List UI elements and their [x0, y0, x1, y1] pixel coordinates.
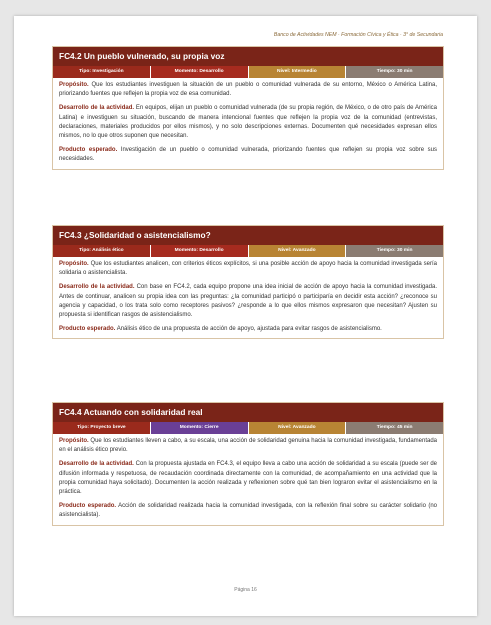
development-paragraph	[59, 460, 437, 497]
development-label: Desarrollo de la actividad.	[59, 284, 135, 291]
card-meta-bar	[53, 66, 443, 78]
product-paragraph	[59, 146, 437, 164]
development-text: En equipos, elijan un pueblo o comunidad vulnerada (de su propia región, de México, o de otro país de América Latina) e investiguen su situación, buscando de manera intencional fuentes que reflejen la propia voz de la comunidad (entrevistas, declaraciones, materiales producidos por ellos mismos), y no solo descripciones externas. Documenten qué necesidades expresan ellos mismos, no lo que otros suponen que necesitan.	[59, 105, 437, 140]
meta-tiempo: Tiempo: 45 min	[346, 422, 443, 434]
card-title: FC4.2 Un pueblo vulnerado, su propia voz	[53, 47, 443, 66]
purpose-paragraph	[59, 437, 437, 455]
product-text: Análisis ético de una propuesta de acción de apoyo, ajustada para evitar rasgos de asistencialismo.	[116, 326, 382, 333]
activity-card-fc4-4	[52, 402, 444, 526]
development-text: Con la propuesta ajustada en FC4.3, el equipo lleva a cabo una acción de solidaridad a su escala (puede ser de difusión informada y respetuosa, de recaudación coordinada directamente con la comunidad, de acompañamiento en una actividad que la propia comunidad haya solicitado). Documenten la acción realizada y reflexionen sobre qué tan bien lograron evitar el asistencialismo en la práctica.	[59, 461, 437, 496]
page-number: Página 16	[234, 587, 257, 593]
purpose-paragraph	[59, 260, 437, 278]
document-page	[14, 16, 477, 616]
meta-momento: Momento: Cierre	[151, 422, 249, 434]
purpose-text: Que los estudiantes analicen, con criterios éticos explícitos, si una posible acción de apoyo hacia la comunidad investigada sería solidaria o asistencialista.	[59, 261, 437, 277]
meta-tipo: Tipo: Análisis ético	[53, 245, 151, 257]
product-label: Producto esperado.	[59, 503, 117, 510]
purpose-label: Propósito.	[59, 438, 89, 444]
activity-card-fc4-2	[52, 46, 444, 170]
card-body	[53, 257, 443, 338]
card-meta-bar	[53, 245, 443, 257]
meta-tipo: Tipo: Proyecto breve	[53, 422, 151, 434]
meta-momento: Momento: Desarrollo	[151, 66, 249, 78]
product-text: Investigación de un pueblo o comunidad vulnerada, priorizando fuentes que reflejen su propia voz sobre sus necesidades.	[59, 147, 437, 163]
development-text: Con base en FC4.2, cada equipo propone una idea inicial de acción de apoyo hacia la comunidad investigada. Antes de continuar, analicen su propia idea con las preguntas: ¿la comunidad participó o participaría en decidir esta acción? ¿reconoce su agencia y capacidad, o los trata solo como receptores pasivos? ¿responde a lo que ellos mismos expresaron que necesitan? Ajusten su propuesta si identifican rasgos de asistencialismo.	[59, 284, 437, 319]
purpose-label: Propósito.	[59, 82, 89, 88]
development-paragraph	[59, 283, 437, 320]
meta-momento: Momento: Desarrollo	[151, 245, 249, 257]
card-body	[53, 78, 443, 169]
meta-nivel: Nivel: Avanzado	[249, 245, 347, 257]
product-text: Acción de solidaridad realizada hacia la comunidad investigada, con la reflexión final sobre su carácter solidario (no asistencialista).	[59, 503, 437, 519]
meta-tiempo: Tiempo: 30 min	[346, 245, 443, 257]
card-title: FC4.3 ¿Solidaridad o asistencialismo?	[53, 226, 443, 245]
meta-nivel: Nivel: Intermedio	[249, 66, 347, 78]
purpose-text: Que los estudiantes lleven a cabo, a su escala, una acción de solidaridad genuina hacia la comunidad investigada, fundamentada en el análisis ético previo.	[59, 438, 438, 454]
product-paragraph	[59, 502, 437, 520]
activity-card-fc4-3	[52, 225, 444, 339]
purpose-text: Que los estudiantes investiguen la situación de un pueblo o comunidad vulnerada de su entorno, México o América Latina, priorizando fuentes que reflejen la propia voz de esa comunidad.	[59, 82, 437, 98]
card-title: FC4.4 Actuando con solidaridad real	[53, 403, 443, 422]
running-header: Banco de Actividades NEM · Formación Cívica y Ética · 3° de Secundaria	[273, 32, 443, 38]
product-label: Producto esperado.	[59, 147, 118, 154]
meta-tiempo: Tiempo: 30 min	[346, 66, 443, 78]
meta-tipo: Tipo: Investigación	[53, 66, 151, 78]
product-paragraph	[59, 325, 437, 334]
card-meta-bar	[53, 422, 443, 434]
purpose-label: Propósito.	[59, 261, 89, 267]
development-label: Desarrollo de la actividad.	[59, 461, 134, 468]
purpose-paragraph	[59, 81, 437, 99]
meta-nivel: Nivel: Avanzado	[249, 422, 347, 434]
card-body	[53, 434, 443, 525]
product-label: Producto esperado.	[59, 326, 116, 333]
development-paragraph	[59, 104, 437, 141]
development-label: Desarrollo de la actividad.	[59, 105, 135, 112]
